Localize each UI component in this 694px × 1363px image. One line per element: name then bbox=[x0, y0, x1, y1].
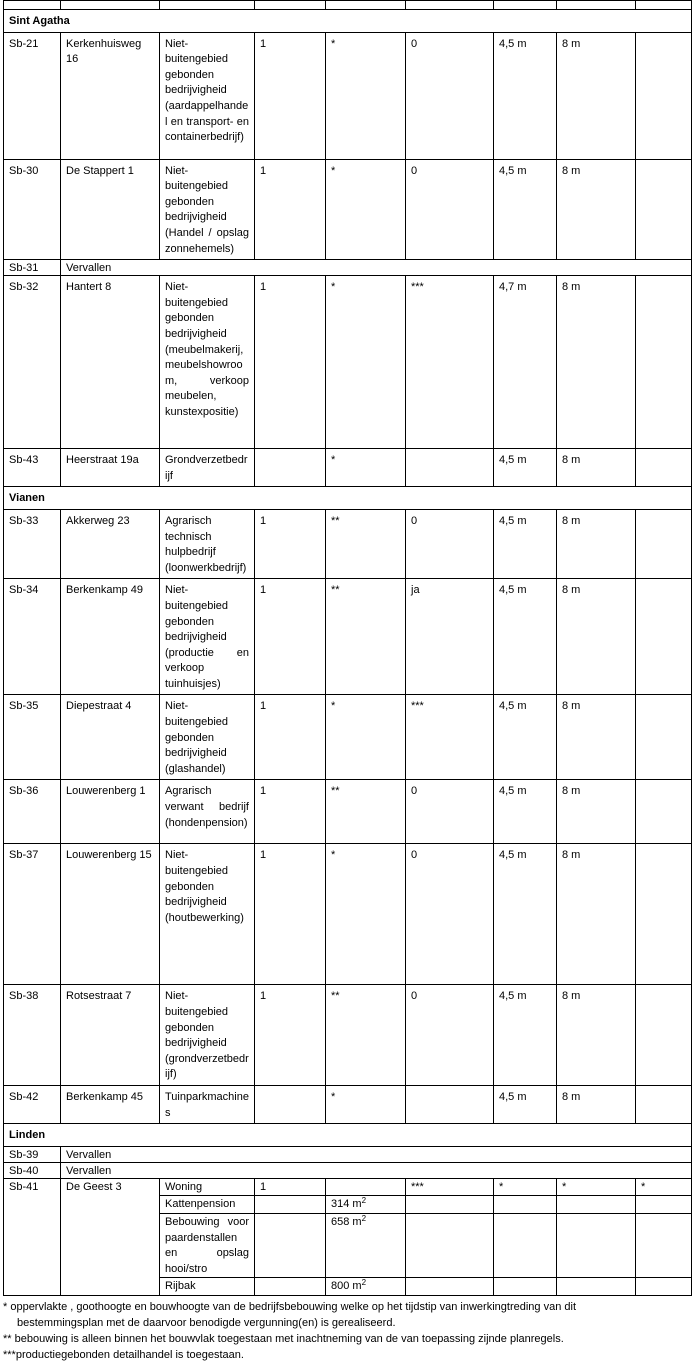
area-value: 800 m bbox=[331, 1280, 362, 1293]
sub-cell-c4 bbox=[494, 1278, 557, 1296]
table-top-strip bbox=[4, 1, 692, 10]
sub-cell-c2 bbox=[326, 1196, 406, 1214]
cell-code: Sb-43 bbox=[4, 449, 61, 487]
sub-cell-type: Kattenpension bbox=[160, 1196, 255, 1214]
sub-cell-type: Rijbak bbox=[160, 1278, 255, 1296]
cell-c2: * bbox=[326, 449, 406, 487]
cell-c5: 8 m bbox=[557, 509, 636, 578]
sub-cell-c1 bbox=[255, 1278, 326, 1296]
superscript: 2 bbox=[361, 1196, 367, 1206]
cell-c4: 4,5 m bbox=[494, 780, 557, 844]
cell-c6 bbox=[636, 449, 692, 487]
cell-c5: 8 m bbox=[557, 695, 636, 780]
cell-c2: ** bbox=[326, 780, 406, 844]
bedrijven-table bbox=[3, 0, 692, 1296]
cell-c4: 4,5 m bbox=[494, 1086, 557, 1124]
sub-cell-c4 bbox=[494, 1213, 557, 1277]
cell-c5: 8 m bbox=[557, 449, 636, 487]
cell-type: Agrarisch technisch hulpbedrijf (loonwerkbedrijf) bbox=[160, 509, 255, 578]
cell-address: Kerkenhuisweg 16 bbox=[61, 32, 160, 159]
cell-address: De Geest 3 bbox=[61, 1178, 160, 1295]
table-row bbox=[4, 32, 692, 159]
cell-c6 bbox=[636, 695, 692, 780]
sub-cell-c5 bbox=[557, 1196, 636, 1214]
cell-c1: 1 bbox=[255, 579, 326, 695]
cell-type: Niet-buitengebied gebonden bedrijvigheid (grondverzetbedrijf) bbox=[160, 985, 255, 1086]
section-title: Sint Agatha bbox=[4, 10, 692, 33]
cell-type: Niet-buitengebied gebonden bedrijvigheid (glashandel) bbox=[160, 695, 255, 780]
sub-cell-c6: * bbox=[636, 1178, 692, 1196]
cell-c3: *** bbox=[406, 695, 494, 780]
footnotes bbox=[3, 1299, 691, 1363]
cell-c3: ja bbox=[406, 579, 494, 695]
cell-c2: ** bbox=[326, 509, 406, 578]
table-row bbox=[4, 509, 692, 578]
row-status: Vervallen bbox=[61, 1162, 692, 1178]
cell-c1 bbox=[255, 449, 326, 487]
footnote-1: * oppervlakte , goothoogte en bouwhoogte van de bedrijfsbebouwing welke op het tijdstip van inwerkingtreding van dit bbox=[3, 1300, 576, 1313]
cell-c2: ** bbox=[326, 985, 406, 1086]
sub-cell-c6 bbox=[636, 1196, 692, 1214]
sub-cell-c3 bbox=[406, 1278, 494, 1296]
section-header-row bbox=[4, 1124, 692, 1147]
cell-c2: * bbox=[326, 844, 406, 985]
cell-c1: 1 bbox=[255, 32, 326, 159]
cell-address: Louwerenberg 1 bbox=[61, 780, 160, 844]
footnote-3: ***productiegebonden detailhandel is toegestaan. bbox=[3, 1348, 244, 1361]
table-row bbox=[4, 844, 692, 985]
section-title: Linden bbox=[4, 1124, 692, 1147]
cell-c3: 0 bbox=[406, 985, 494, 1086]
sub-cell-c3 bbox=[406, 1213, 494, 1277]
cell-c2: * bbox=[326, 32, 406, 159]
footnote-1-continued: bestemmingsplan met de daarvoor benodigde vergunning(en) is gerealiseerd. bbox=[17, 1316, 396, 1329]
table-row bbox=[4, 695, 692, 780]
table-row bbox=[4, 780, 692, 844]
row-code: Sb-31 bbox=[4, 260, 61, 276]
cell-address: Berkenkamp 45 bbox=[61, 1086, 160, 1124]
area-value: 658 m bbox=[331, 1215, 362, 1228]
cell-address: Berkenkamp 49 bbox=[61, 579, 160, 695]
cell-address: Louwerenberg 15 bbox=[61, 844, 160, 985]
section-title: Vianen bbox=[4, 487, 692, 510]
cell-c5: 8 m bbox=[557, 276, 636, 449]
cell-c5: 8 m bbox=[557, 159, 636, 260]
cell-c4: 4,5 m bbox=[494, 695, 557, 780]
cell-c6 bbox=[636, 32, 692, 159]
cell-c3: 0 bbox=[406, 159, 494, 260]
sub-cell-c3 bbox=[406, 1196, 494, 1214]
table-row bbox=[4, 260, 692, 276]
sub-cell-c1: 1 bbox=[255, 1178, 326, 1196]
sub-cell-c6 bbox=[636, 1278, 692, 1296]
cell-type: Agrarisch verwant bedrijf (hondenpension) bbox=[160, 780, 255, 844]
area-value: 314 m bbox=[331, 1198, 362, 1211]
table-row bbox=[4, 1162, 692, 1178]
cell-code: Sb-33 bbox=[4, 509, 61, 578]
section-header-row bbox=[4, 487, 692, 510]
cell-c4: 4,5 m bbox=[494, 509, 557, 578]
cell-c6 bbox=[636, 780, 692, 844]
cell-code: Sb-37 bbox=[4, 844, 61, 985]
row-code: Sb-39 bbox=[4, 1146, 61, 1162]
cell-type: Niet-buitengebied gebonden bedrijvigheid (Handel / opslag zonnehemels) bbox=[160, 159, 255, 260]
cell-c1: 1 bbox=[255, 985, 326, 1086]
sub-cell-c1 bbox=[255, 1196, 326, 1214]
cell-type: Niet-buitengebied gebonden bedrijvigheid (houtbewerking) bbox=[160, 844, 255, 985]
sub-cell-c1 bbox=[255, 1213, 326, 1277]
cell-code: Sb-38 bbox=[4, 985, 61, 1086]
cell-c6 bbox=[636, 1086, 692, 1124]
cell-code: Sb-42 bbox=[4, 1086, 61, 1124]
cell-c6 bbox=[636, 844, 692, 985]
cell-c6 bbox=[636, 985, 692, 1086]
cell-c1: 1 bbox=[255, 509, 326, 578]
cell-c2: ** bbox=[326, 579, 406, 695]
cell-c4: 4,5 m bbox=[494, 844, 557, 985]
cell-type: Tuinparkmachines bbox=[160, 1086, 255, 1124]
cell-c6 bbox=[636, 159, 692, 260]
sub-cell-c4 bbox=[494, 1196, 557, 1214]
cell-code: Sb-32 bbox=[4, 276, 61, 449]
cell-c5: 8 m bbox=[557, 780, 636, 844]
cell-c3 bbox=[406, 449, 494, 487]
table-row bbox=[4, 579, 692, 695]
cell-c2: * bbox=[326, 276, 406, 449]
sub-cell-c5 bbox=[557, 1278, 636, 1296]
sub-cell-c2 bbox=[326, 1178, 406, 1196]
cell-c4: 4,5 m bbox=[494, 985, 557, 1086]
sub-cell-c5: * bbox=[557, 1178, 636, 1196]
cell-c2: * bbox=[326, 1086, 406, 1124]
cell-c1: 1 bbox=[255, 844, 326, 985]
sub-cell-type: Woning bbox=[160, 1178, 255, 1196]
row-status: Vervallen bbox=[61, 1146, 692, 1162]
cell-c3: 0 bbox=[406, 780, 494, 844]
cell-address: De Stappert 1 bbox=[61, 159, 160, 260]
cell-code: Sb-30 bbox=[4, 159, 61, 260]
row-code: Sb-40 bbox=[4, 1162, 61, 1178]
table-row bbox=[4, 1086, 692, 1124]
sub-cell-type: Bebouwing voor paardenstallen en opslag hooi/stro bbox=[160, 1213, 255, 1277]
table-row-sb41 bbox=[4, 1178, 692, 1196]
cell-c6 bbox=[636, 579, 692, 695]
table-row bbox=[4, 276, 692, 449]
cell-c5: 8 m bbox=[557, 1086, 636, 1124]
cell-type: Grondverzetbedrijf bbox=[160, 449, 255, 487]
cell-c4: 4,7 m bbox=[494, 276, 557, 449]
sub-cell-c6 bbox=[636, 1213, 692, 1277]
cell-c4: 4,5 m bbox=[494, 159, 557, 260]
table-row bbox=[4, 1146, 692, 1162]
cell-c1 bbox=[255, 1086, 326, 1124]
cell-code: Sb-35 bbox=[4, 695, 61, 780]
cell-c2: * bbox=[326, 695, 406, 780]
superscript: 2 bbox=[361, 1213, 367, 1223]
cell-c1: 1 bbox=[255, 159, 326, 260]
cell-address: Akkerweg 23 bbox=[61, 509, 160, 578]
cell-c3 bbox=[406, 1086, 494, 1124]
cell-c5: 8 m bbox=[557, 579, 636, 695]
cell-c4: 4,5 m bbox=[494, 579, 557, 695]
cell-c1: 1 bbox=[255, 695, 326, 780]
sub-cell-c3: *** bbox=[406, 1178, 494, 1196]
cell-c3: 0 bbox=[406, 509, 494, 578]
document-page bbox=[3, 0, 691, 1363]
cell-c2: * bbox=[326, 159, 406, 260]
section-header-row bbox=[4, 10, 692, 33]
cell-c3: *** bbox=[406, 276, 494, 449]
sub-cell-c4: * bbox=[494, 1178, 557, 1196]
table-row bbox=[4, 985, 692, 1086]
sub-cell-c5 bbox=[557, 1213, 636, 1277]
footnote-2: ** bebouwing is alleen binnen het bouwvlak toegestaan met inachtneming van de van toepassing zijnde planregels. bbox=[3, 1332, 564, 1345]
cell-c5: 8 m bbox=[557, 985, 636, 1086]
cell-c1: 1 bbox=[255, 276, 326, 449]
cell-c3: 0 bbox=[406, 844, 494, 985]
cell-c4: 4,5 m bbox=[494, 449, 557, 487]
table-row bbox=[4, 159, 692, 260]
sub-cell-c2 bbox=[326, 1278, 406, 1296]
cell-c3: 0 bbox=[406, 32, 494, 159]
cell-c1: 1 bbox=[255, 780, 326, 844]
cell-c5: 8 m bbox=[557, 844, 636, 985]
cell-c4: 4,5 m bbox=[494, 32, 557, 159]
cell-type: Niet-buitengebied gebonden bedrijvigheid (aardappelhandel en transport- en containerbedrijf) bbox=[160, 32, 255, 159]
cell-code: Sb-41 bbox=[4, 1178, 61, 1295]
cell-c6 bbox=[636, 276, 692, 449]
sub-cell-c2 bbox=[326, 1213, 406, 1277]
row-status: Vervallen bbox=[61, 260, 692, 276]
cell-type: Niet-buitengebied gebonden bedrijvigheid (meubelmakerij, meubelshowroom, verkoop meubelen, kunstexpositie) bbox=[160, 276, 255, 449]
table-row bbox=[4, 449, 692, 487]
cell-address: Rotsestraat 7 bbox=[61, 985, 160, 1086]
cell-type: Niet-buitengebied gebonden bedrijvigheid (productie en verkoop tuinhuisjes) bbox=[160, 579, 255, 695]
cell-address: Heerstraat 19a bbox=[61, 449, 160, 487]
superscript: 2 bbox=[361, 1278, 367, 1288]
cell-code: Sb-34 bbox=[4, 579, 61, 695]
cell-code: Sb-21 bbox=[4, 32, 61, 159]
cell-c6 bbox=[636, 509, 692, 578]
cell-address: Diepestraat 4 bbox=[61, 695, 160, 780]
cell-code: Sb-36 bbox=[4, 780, 61, 844]
cell-address: Hantert 8 bbox=[61, 276, 160, 449]
cell-c5: 8 m bbox=[557, 32, 636, 159]
